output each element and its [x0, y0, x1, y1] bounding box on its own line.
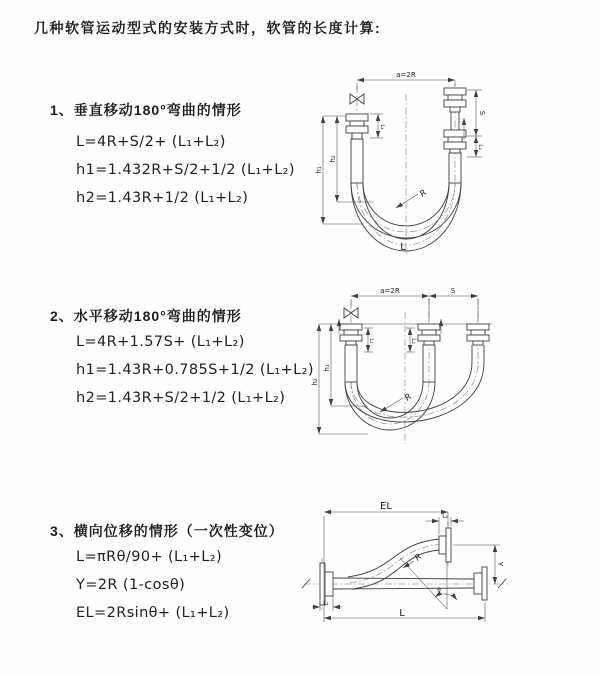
dimension-s — [467, 90, 486, 136]
dimension-a2r — [351, 287, 429, 322]
label-a2r: a=2R — [380, 287, 400, 295]
formula-1-h1: h1=1.432R+S/2+1/2 (L₁+L₂) — [76, 162, 295, 178]
dimension-s — [429, 287, 478, 322]
label-h2: h₂ — [329, 155, 337, 163]
hose-arcs-2 — [345, 362, 484, 430]
label-l2: L₂ — [477, 144, 483, 150]
dimension-l2 — [406, 328, 416, 352]
section-3 — [50, 521, 330, 541]
label-r: R — [413, 552, 425, 564]
dimension-l1 — [370, 114, 385, 138]
formula-1-L: L=4R+S/2+ (L₁+L₂) — [76, 134, 226, 150]
section-1-heading: 1、垂直移动180°弯曲的情形 — [50, 102, 242, 118]
displaced-hose — [348, 539, 439, 589]
page-title: 几种软管运动型式的安装方式时，软管的长度计算: — [34, 20, 382, 36]
section-2-heading: 2、水平移动180°弯曲的情形 — [50, 308, 242, 324]
dimension-l1 — [312, 596, 342, 611]
dimension-l1 — [364, 328, 374, 352]
dimension-a2r — [357, 71, 455, 91]
braid-section — [345, 345, 357, 382]
label-l-bottom: L — [400, 242, 406, 253]
formula-2-h2: h2=1.43R+S/2+1/2 (L₁+L₂) — [76, 390, 286, 406]
label-s: S — [478, 110, 486, 116]
label-l2: L₂ — [410, 338, 416, 344]
label-l2: L₂ — [442, 514, 448, 520]
label-y: Y — [496, 561, 504, 567]
section-1 — [50, 100, 330, 120]
radius-leader — [380, 392, 414, 412]
label-s: S — [450, 287, 456, 295]
braid-section — [351, 139, 363, 183]
diagram-lateral-displacement — [296, 496, 600, 648]
label-h1: h₁ — [323, 364, 331, 372]
dimension-l2 — [467, 136, 483, 157]
label-r: R — [403, 392, 415, 404]
formula-2-L: L=4R+1.57S+ (L₁+L₂) — [76, 334, 245, 350]
label-h1: h₁ — [315, 166, 323, 174]
label-h2: h₂ — [311, 378, 319, 386]
formula-1-h2: h2=1.43R+1/2 (L₁+L₂) — [76, 190, 249, 206]
label-l1: L₁ — [323, 601, 329, 607]
pipe1-fitting — [340, 324, 362, 382]
label-theta: θ — [437, 588, 441, 594]
left-pipe-fitting — [346, 114, 368, 183]
straight-hose — [333, 578, 474, 589]
dimension-l2 — [426, 514, 464, 534]
diagram-horizontal-bend — [306, 282, 598, 460]
centerlines-1 — [357, 80, 455, 256]
radius-leader — [396, 188, 429, 208]
diagram-vertical-bend — [306, 66, 596, 264]
break-symbol — [302, 579, 310, 588]
left-flange — [320, 563, 333, 605]
top-flange — [439, 528, 451, 562]
angle-theta — [400, 558, 457, 609]
formula-3-Y: Y=2R (1-cosθ) — [76, 577, 186, 593]
break-symbol — [498, 579, 506, 588]
section-2 — [50, 306, 330, 326]
right-flange — [474, 567, 487, 600]
label-l: L — [399, 608, 405, 619]
formula-3-L: L=πRθ/90+ (L₁+L₂) — [76, 549, 223, 565]
label-el: EL — [380, 501, 392, 512]
label-r: R — [418, 188, 430, 200]
dimension-el — [324, 501, 448, 622]
formula-3-EL: EL=2Rsinθ+ (L₁+L₂) — [76, 605, 230, 621]
formula-2-h1: h1=1.43R+0.785S+1/2 (L₁+L₂) — [76, 362, 314, 378]
label-l1: L₁ — [368, 338, 374, 344]
section-3-heading: 3、横向位移的情形（一次性变位） — [50, 523, 284, 539]
dimension-l — [324, 602, 485, 622]
label-l1: L₁ — [379, 124, 385, 130]
label-a2r: a=2R — [396, 71, 416, 79]
